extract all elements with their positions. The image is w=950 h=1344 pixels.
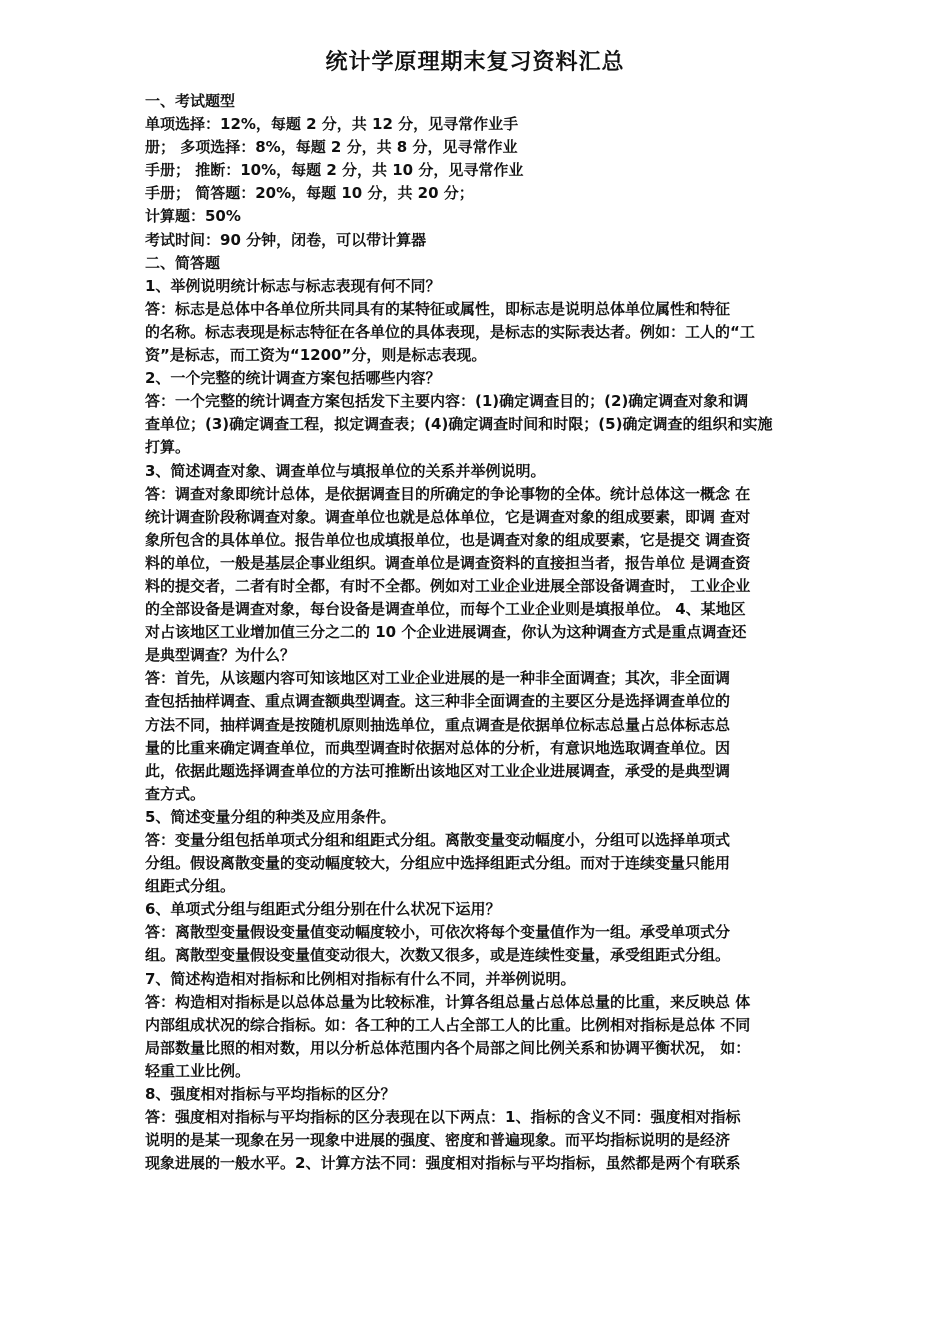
text-line: 料的单位，一般是基层企事业组织。调查单位是调查资料的直接担当者，报告单位 是调查资 [145, 553, 751, 572]
text-line: 册； 多项选择：8%，每题 2 分，共 8 分，见寻常作业 [145, 138, 518, 157]
text-line: 组距式分组。 [145, 877, 236, 896]
text-line: 是典型调查？为什么？ [145, 646, 296, 665]
text-line: 内部组成状况的综合指标。如：各工种的工人占全部工人的比重。比例相对指标是总体 不同 [145, 1015, 751, 1034]
text-line: 料的提交者，二者有时全都，有时不全都。例如对工业企业进展全部设备调查时， 工业企业 [145, 576, 751, 595]
text-line: 象所包含的具体单位。报告单位也成填报单位，也是调查对象的组成要素，它是提交 调查资 [145, 530, 751, 549]
text-line: 考试时间：90 分钟，闭卷，可以带计算器 [145, 230, 427, 249]
text-line: 2、一个完整的统计调查方案包括哪些内容？ [145, 369, 441, 388]
text-line: 查包括抽样调查、重点调查额典型调查。这三种非全面调查的主要区分是选择调查单位的 [145, 692, 731, 711]
text-line: 统计调查阶段称调查对象。调查单位也就是总体单位，它是调查对象的组成要素，即调 查对 [145, 507, 751, 526]
text-line: 7、简述构造相对指标和比例相对指标有什么不同，并举例说明。 [145, 969, 576, 988]
text-line: 答：调查对象即统计总体，是依据调查目的所确定的争论事物的全体。统计总体这一概念 在 [145, 484, 751, 503]
text-line: 查单位；(3)确定调查工程，拟定调查表；(4)确定调查时间和时限；(5)确定调查的组织和实施 [145, 415, 773, 434]
text-line: 对占该地区工业增加值三分之二的 10 个企业进展调查，你认为这种调查方式是重点调查还 [145, 623, 747, 642]
text-line: 量的比重来确定调查单位，而典型调查时依据对总体的分析，有意识地选取调查单位。因 [145, 738, 731, 757]
text-line: 轻重工业比例。 [145, 1061, 251, 1080]
text-line: 手册； 推断：10%，每题 2 分，共 10 分，见寻常作业 [145, 161, 524, 180]
text-line: 打算。 [145, 438, 191, 457]
text-line: 查方式。 [145, 784, 206, 803]
text-line: 1、举例说明统计标志与标志表现有何不同？ [145, 276, 441, 295]
text-line: 二、简答题 [145, 253, 221, 272]
text-line: 手册； 简答题：20%，每题 10 分，共 20 分； [145, 184, 474, 203]
document-body [145, 90, 825, 1175]
text-line: 的名称。标志表现是标志特征在各单位的具体表现，是标志的实际表达者。例如：工人的“工 [145, 322, 755, 341]
text-line: 局部数量比照的相对数，用以分析总体范围内各个局部之间比例关系和协调平衡状况， 如： [145, 1038, 751, 1057]
text-line: 一、考试题型 [145, 92, 236, 110]
text-line: 3、简述调查对象、调查单位与填报单位的关系并举例说明。 [145, 461, 546, 480]
text-line: 计算题：50% [145, 207, 241, 226]
text-line: 答：标志是总体中各单位所共同具有的某特征或属性，即标志是说明总体单位属性和特征 [145, 299, 731, 318]
text-line: 6、单项式分组与组距式分组分别在什么状况下运用？ [145, 900, 501, 919]
text-line: 分组。假设离散变量的变动幅度较大，分组应中选择组距式分组。而对于连续变量只能用 [145, 854, 731, 873]
text-line: 答：构造相对指标是以总体总量为比较标准，计算各组总量占总体总量的比重，来反映总 体 [145, 992, 751, 1011]
text-line: 资”是标志，而工资为“1200”分，则是标志表现。 [145, 346, 487, 365]
text-line: 答：一个完整的统计调查方案包括发下主要内容：(1)确定调查目的；(2)确定调查对象和调 [145, 392, 749, 411]
text-line: 8、强度相对指标与平均指标的区分？ [145, 1085, 396, 1104]
text-line: 现象进展的一般水平。2、计算方法不同：强度相对指标与平均指标，虽然都是两个有联系 [145, 1154, 741, 1173]
text-line: 单项选择：12%，每题 2 分，共 12 分，见寻常作业手 [145, 115, 519, 134]
text-line: 组。离散型变量假设变量值变动很大，次数又很多，或是连续性变量，承受组距式分组。 [145, 946, 731, 965]
text-line: 此，依据此题选择调查单位的方法可推断出该地区对工业企业进展调查，承受的是典型调 [145, 761, 731, 780]
text-line: 答：强度相对指标与平均指标的区分表现在以下两点：1、指标的含义不同：强度相对指标 [145, 1108, 741, 1127]
text-line: 方法不同，抽样调查是按随机原则抽选单位，重点调查是依据单位标志总量占总体标志总 [145, 715, 731, 734]
text-line: 的全部设备是调查对象，每台设备是调查单位，而每个工业企业则是填报单位。 4、某地区 [145, 600, 746, 619]
text-line: 说明的是某一现象在另一现象中进展的强度、密度和普遍现象。而平均指标说明的是经济 [145, 1131, 731, 1150]
document-title: 统计学原理期末复习资料汇总 [325, 50, 625, 75]
text-line: 5、简述变量分组的种类及应用条件。 [145, 807, 396, 826]
text-line: 答：变量分组包括单项式分组和组距式分组。离散变量变动幅度小，分组可以选择单项式 [145, 831, 731, 849]
text-line: 答：首先，从该题内容可知该地区对工业企业进展的是一种非全面调查；其次，非全面调 [145, 669, 731, 688]
text-line: 答：离散型变量假设变量值变动幅度较小，可依次将每个变量值作为一组。承受单项式分 [145, 923, 731, 942]
